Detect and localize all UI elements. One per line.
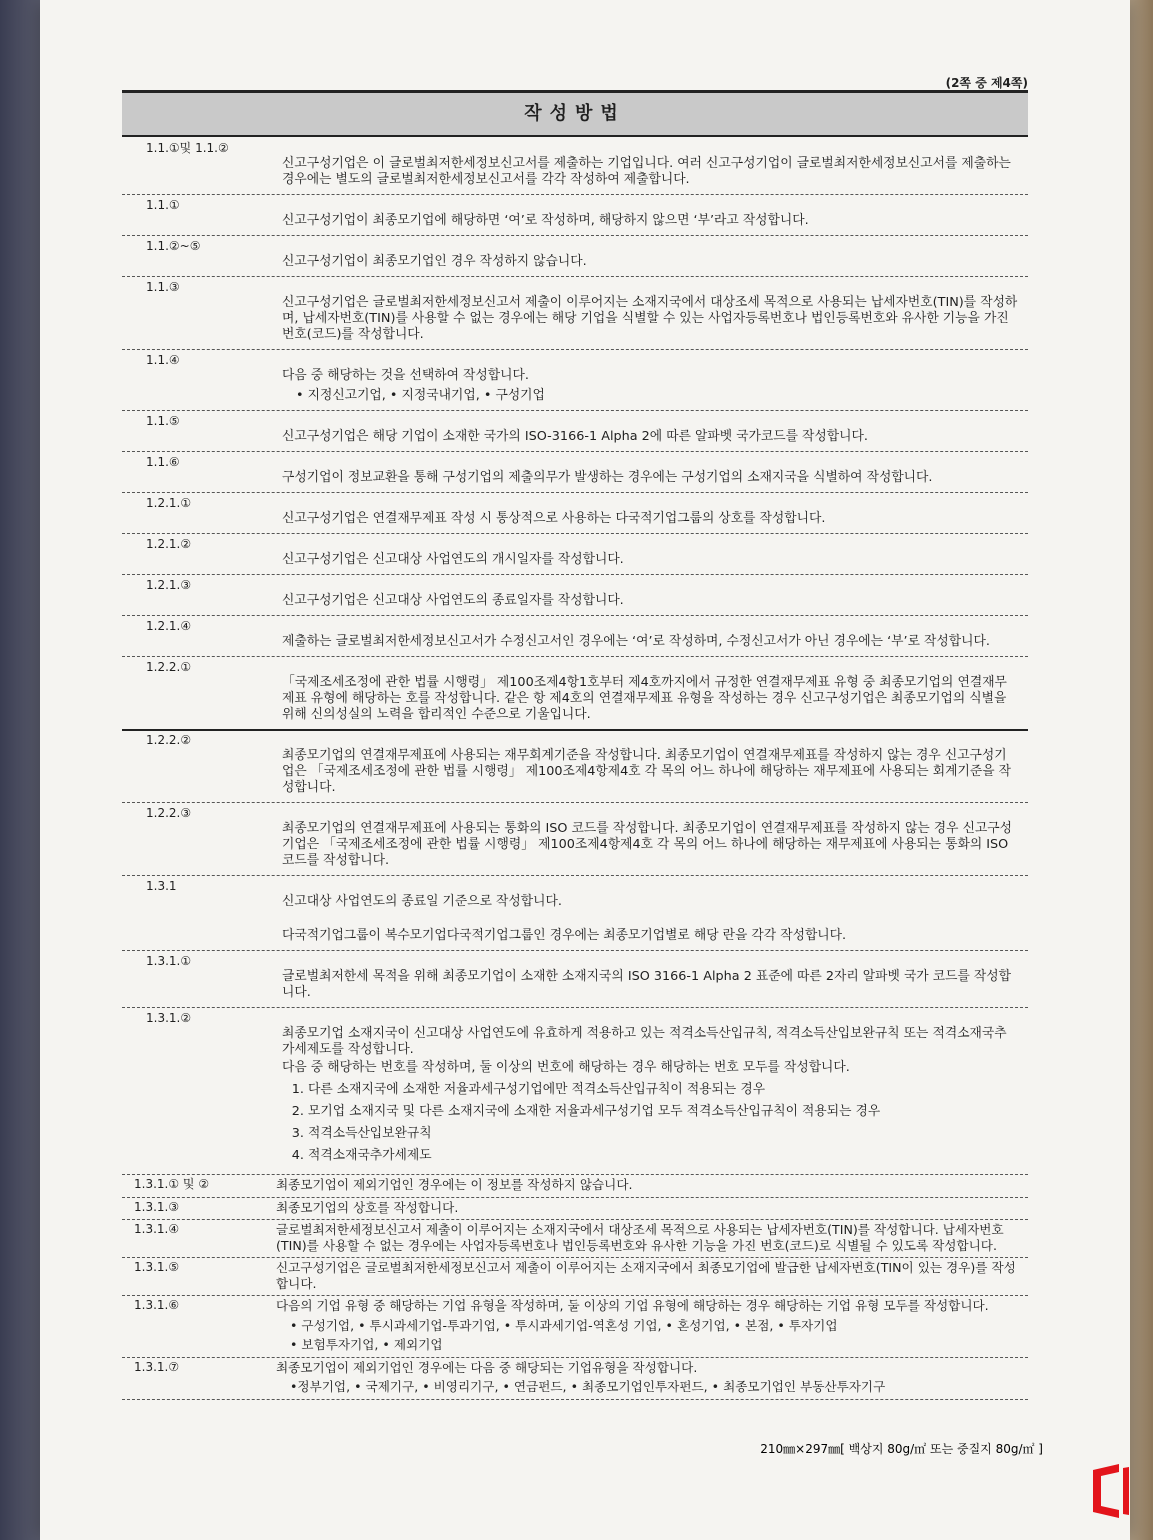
numbered-option: 3. 적격소득산입보완규칙: [308, 1126, 1018, 1142]
description-text: 신고구성기업은 이 글로벌최저한세정보신고서를 제출하는 기업입니다. 여러 신고구성기업이 글로벌최저한세정보신고서를 제출하는 경우에는 별도의 글로벌최저한세정보신고서를 각각 작성하여 제출합니다.: [282, 156, 1011, 187]
item-code: 1.3.1.③: [134, 1199, 180, 1214]
item-code: 1.3.1.①: [146, 954, 192, 968]
item-code: 1.3.1.②: [146, 1011, 192, 1025]
item-description: [272, 350, 1028, 410]
item-code: 1.2.1.①: [146, 496, 192, 510]
description-text: 글로벌최저한세정보신고서 제출이 이루어지는 소재지국에서 대상조세 목적으로 사용되는 납세자번호(TIN)를 작성합니다. 납세자번호(TIN)를 사용할 수 없는 경우에는 사업자등록번호나 법인등록번호와 유사한 기능을 가진 번호(코드)로 식별될 수 있도록 작성합니다.: [276, 1222, 1004, 1253]
item-code: 1.1.⑥: [146, 455, 180, 469]
description-text: 신고구성기업은 글로벌최저한세정보신고서 제출이 이루어지는 소재지국에서 대상조세 목적으로 사용되는 납세자번호(TIN)를 작성하며, 납세자번호(TIN)를 사용할 수 없는 경우에는 해당 기업을 식별할 수 있는 사업자등록번호나 법인등록번호와 유사한 기능을 가진 번호(코드)를 작성합니다.: [282, 295, 1018, 342]
instruction-row: [122, 575, 1028, 616]
description-text: 최종모기업이 제외기업인 경우에는 이 정보를 작성하지 않습니다.: [276, 1177, 633, 1192]
instruction-row: [122, 236, 1028, 277]
instruction-row: [122, 730, 1028, 803]
instruction-row: [122, 1220, 1028, 1258]
item-description: [272, 195, 1028, 235]
description-text: 다음 중 해당하는 것을 선택하여 작성합니다.: [282, 368, 529, 383]
description-text: 「국제조세조정에 관한 법률 시행령」 제100조제4항1호부터 제4호까지에서 규정한 연결재무제표 유형 중 최종모기업의 연결재무제표 유형에 해당하는 호를 작성합니다. 같은 항 제4호의 연결재무제표 유형을 작성하는 경우 신고구성기업은 최종모기업의 식별을 위해 신의성실의 노력을 합리적인 수준으로 기울입니다.: [282, 675, 1007, 722]
description-text: 최종모기업의 상호를 작성합니다.: [276, 1199, 459, 1215]
instruction-row: [122, 803, 1028, 876]
instruction-row: [122, 1296, 1028, 1358]
item-description: [272, 951, 1028, 1007]
description-text: 신고구성기업은 해당 기업이 소재한 국가의 ISO-3166-1 Alpha 2에 따른 알파벳 국가코드를 작성합니다.: [282, 429, 868, 444]
form-title: 작성방법: [122, 90, 1028, 137]
item-description: [272, 1296, 1028, 1357]
item-code: 1.2.1.②: [146, 537, 192, 551]
item-description: [272, 534, 1028, 574]
instruction-row: [122, 876, 1028, 951]
item-code: 1.3.1.⑦: [134, 1359, 180, 1374]
option-list: •정부기업, • 국제기구, • 비영리기구, • 연금펀드, • 최종모기업인투자펀드, • 최종모기업인 부동산투자기구: [290, 1379, 886, 1394]
numbered-option: 1. 다른 소재지국에 소재한 저율과세구성기업에만 적격소득산입규칙이 적용되는 경우: [308, 1082, 1018, 1098]
description-text: 글로벌최저한세 목적을 위해 최종모기업이 소재한 소재지국의 ISO 3166-1 Alpha 2 표준에 따른 2자리 알파벳 국가 코드를 작성합니다.: [282, 969, 1011, 1000]
item-description: [272, 1258, 1028, 1295]
item-code: 1.3.1.① 및 ②: [134, 1177, 210, 1191]
description-text: 최종모기업의 연결재무제표에 사용되는 재무회계기준을 작성합니다. 최종모기업이 연결재무제표를 작성하지 않는 경우 신고구성기업은 「국제조세조정에 관한 법률 시행령」 제100조제4항제4호 각 목의 어느 하나에 해당하는 재무제표에 사용되는 회계기준을 작성합니다.: [282, 748, 1011, 795]
description-text: 최종모기업 소재지국이 신고대상 사업연도에 유효하게 적용하고 있는 적격소득산입규칙, 적격소득산입보완규칙 또는 적격소재국추가세제도를 작성합니다.: [282, 1026, 1007, 1057]
description-text: 다음의 기업 유형 중 해당하는 기업 유형을 작성하며, 둘 이상의 기업 유형에 해당하는 경우 해당하는 기업 유형 모두를 작성합니다.: [276, 1298, 989, 1313]
item-code: 1.2.1.④: [146, 619, 192, 633]
instruction-row: [122, 534, 1028, 575]
numbered-option: 2. 모기업 소재지국 및 다른 소재지국에 소재한 저율과세구성기업 모두 적격소득산입규칙이 적용되는 경우: [308, 1104, 1018, 1120]
item-code: 1.3.1: [146, 879, 177, 893]
item-code: 1.2.2.①: [146, 660, 192, 674]
instruction-row: [122, 1198, 1028, 1221]
description-text: 다음 중 해당하는 번호를 작성하며, 둘 이상의 번호에 해당하는 경우 해당하는 번호 모두를 작성합니다.: [282, 1060, 850, 1075]
item-description: [272, 616, 1028, 656]
item-description: [272, 803, 1028, 875]
description-text: 최종모기업의 연결재무제표에 사용되는 통화의 ISO 코드를 작성합니다. 최종모기업이 연결재무제표를 작성하지 않는 경우 신고구성기업은 「국제조세조정에 관한 법률 시행령」 제100조제4항제4호 각 목의 어느 하나에 해당하는 재무제표에 사용되는 통화의 ISO 코드를 작성합니다.: [282, 821, 1013, 868]
description-text: 신고구성기업이 최종모기업에 해당하면 ‘여’로 작성하며, 해당하지 않으면 ‘부’라고 작성합니다.: [282, 213, 809, 228]
item-description: [272, 1198, 1028, 1220]
instruction-row: [122, 951, 1028, 1008]
item-description: [272, 1008, 1028, 1174]
description-text: 최종모기업이 제외기업인 경우에는 다음 중 해당되는 기업유형을 작성합니다.: [276, 1359, 698, 1375]
description-text: 신고대상 사업연도의 종료일 기준으로 작성합니다.: [282, 894, 562, 909]
instruction-row: [122, 411, 1028, 452]
item-code: 1.3.1.⑤: [134, 1260, 180, 1274]
description-text: 제출하는 글로벌최저한세정보신고서가 수정신고서인 경우에는 ‘여’로 작성하며, 수정신고서가 아닌 경우에는 ‘부’로 작성합니다.: [282, 634, 990, 649]
item-code: 1.1.①: [146, 198, 180, 212]
instruction-rows: [122, 138, 1028, 1400]
item-code: 1.3.1.④: [134, 1222, 180, 1236]
numbered-options: [282, 1082, 1018, 1164]
instruction-row: [122, 350, 1028, 411]
instruction-row: [122, 138, 1028, 195]
instruction-row: [122, 1358, 1028, 1400]
item-code: 1.1.③: [146, 280, 180, 294]
item-code: 1.1.④: [146, 353, 180, 367]
item-description: [272, 277, 1028, 349]
item-code: 1.1.②~⑤: [146, 239, 201, 253]
instruction-row: [122, 1175, 1028, 1198]
item-description: [272, 493, 1028, 533]
description-text: 구성기업이 정보교환을 통해 구성기업의 제출의무가 발생하는 경우에는 구성기업의 소재지국을 식별하여 작성합니다.: [282, 470, 933, 485]
item-description: [272, 730, 1028, 802]
instruction-row: [122, 1008, 1028, 1175]
instruction-row: [122, 452, 1028, 493]
instruction-row: [122, 277, 1028, 350]
page-indicator: (2쪽 중 제4쪽): [945, 76, 1028, 90]
item-code: 1.2.2.③: [146, 806, 192, 820]
item-description: [272, 138, 1028, 194]
instruction-row: [122, 195, 1028, 236]
item-description: [272, 1358, 1028, 1399]
paper-spec-footer: 210㎜×297㎜[ 백상지 80g/㎡ 또는 중질지 80g/㎡ ]: [760, 1442, 1043, 1456]
item-description: [272, 876, 1028, 950]
instruction-row: [122, 1258, 1028, 1296]
description-text: 신고구성기업은 연결재무제표 작성 시 통상적으로 사용하는 다국적기업그룹의 상호를 작성합니다.: [282, 511, 826, 526]
item-description: [272, 575, 1028, 615]
description-text: 신고구성기업이 최종모기업인 경우 작성하지 않습니다.: [282, 254, 587, 269]
item-code: 1.2.2.②: [146, 733, 192, 747]
instruction-row: [122, 616, 1028, 657]
item-description: [272, 1175, 1028, 1197]
option-list: • 보험투자기업, • 제외기업: [290, 1337, 443, 1352]
description-text: 신고구성기업은 신고대상 사업연도의 종료일자를 작성합니다.: [282, 593, 624, 608]
item-description: [272, 411, 1028, 451]
numbered-option: 4. 적격소재국추가세제도: [308, 1148, 1018, 1164]
description-text: 신고구성기업은 신고대상 사업연도의 개시일자를 작성합니다.: [282, 552, 624, 567]
instruction-row: [122, 493, 1028, 534]
instruction-row: [122, 657, 1028, 730]
description-text: 신고구성기업은 글로벌최저한세정보신고서 제출이 이루어지는 소재지국에서 최종모기업에 발급한 납세자번호(TIN이 있는 경우)를 작성합니다.: [276, 1260, 1016, 1291]
red-bracket-logo-icon: [1089, 1462, 1131, 1520]
bottom-rule: [122, 729, 1028, 731]
option-list: • 지정신고기업, • 지정국내기업, • 구성기업: [296, 388, 545, 403]
description-text: 다국적기업그룹이 복수모기업다국적기업그룹인 경우에는 최종모기업별로 해당 란을 각각 작성합니다.: [282, 928, 847, 943]
item-code: 1.1.⑤: [146, 414, 180, 428]
item-code: 1.1.①및 1.1.②: [146, 141, 229, 155]
item-description: [272, 1220, 1028, 1257]
option-list: • 구성기업, • 투시과세기업-투과기업, • 투시과세기업-역혼성 기업, • 혼성기업, • 본점, • 투자기업: [290, 1317, 838, 1333]
item-description: [272, 452, 1028, 492]
item-description: [272, 657, 1028, 729]
item-code: 1.2.1.③: [146, 578, 192, 592]
item-description: [272, 236, 1028, 276]
item-code: 1.3.1.⑥: [134, 1298, 180, 1312]
